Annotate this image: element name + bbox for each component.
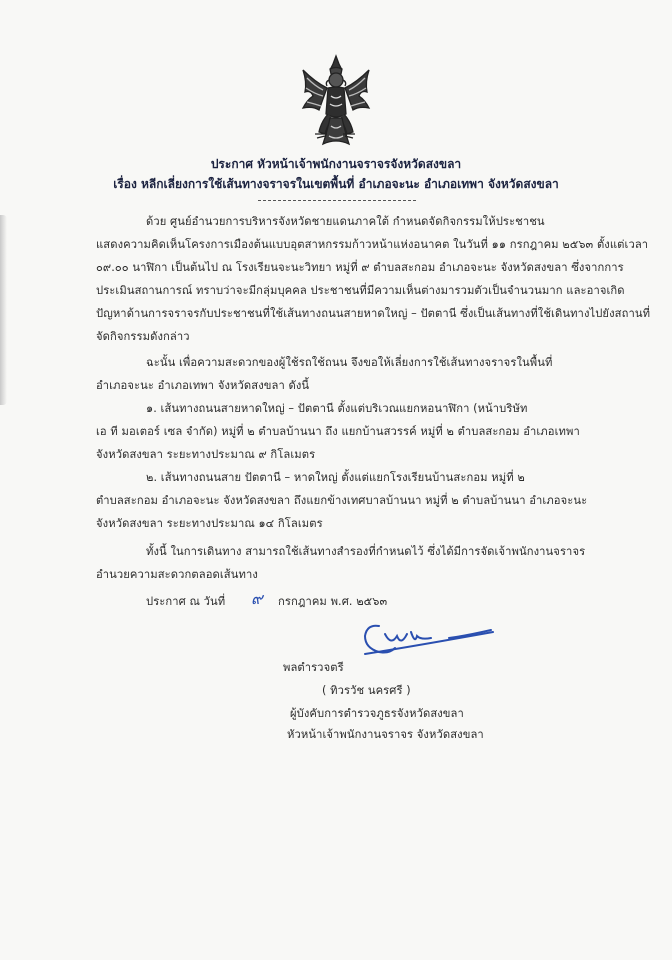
body-line: ประเมินสถานการณ์ ทราบว่าจะมีกลุ่มบุคคล ประชาชนที่มีความเห็นต่างมารวมตัวเป็นจำนวนมาก และอาจเกิด — [96, 284, 625, 297]
body-line: อำนวยความสะดวกตลอดเส้นทาง — [96, 568, 258, 581]
signer-position: หัวหน้าเจ้าพนักงานจราจร จังหวัดสงขลา — [287, 728, 484, 741]
body-line: ๐๙.๐๐ นาฬิกา เป็นต้นไป ณ โรงเรียนจะนะวิทยา หมู่ที่ ๙ ตำบลสะกอม อำเภอจะนะ จังหวัดสงขลา ซึ่งจากการ — [96, 261, 624, 274]
body-line: ทั้งนี้ ในการเดินทาง สามารถใช้เส้นทางสำรองที่กำหนดไว้ ซึ่งได้มีการจัดเจ้าพนักงานจราจร — [146, 545, 586, 558]
body-line: ปัญหาด้านการจราจรกับประชาชนที่ใช้เส้นทางถนนสายหาดใหญ่ – ปัตตานี ซึ่งเป็นเส้นทางที่ใช้เดินทางไปยังสถานที่ — [96, 307, 651, 320]
route-item: เอ ที มอเตอร์ เซล จำกัด) หมู่ที่ ๒ ตำบลบ้านนา ถึง แยกบ้านสวรรค์ หมู่ที่ ๒ ตำบลสะกอม อำเภอเทพา — [96, 425, 580, 438]
garuda-emblem-icon — [297, 52, 375, 152]
announcement-subject: เรื่อง หลีกเลี่ยงการใช้เส้นทางจราจรในเขตพื้นที่ อำเภอจะนะ อำเภอเทพา จังหวัดสงขลา — [113, 177, 559, 191]
route-item: จังหวัดสงขลา ระยะทางประมาณ ๙ กิโลเมตร — [96, 448, 316, 461]
announce-date-prefix: ประกาศ ณ วันที่ — [146, 595, 226, 608]
announce-date-month-year: กรกฎาคม พ.ศ. ๒๕๖๓ — [278, 595, 388, 608]
announce-date-day: ๙ — [251, 589, 263, 608]
body-line: ฉะนั้น เพื่อความสะดวกของผู้ใช้รถใช้ถนน จึงขอให้เลี่ยงการใช้เส้นทางจราจรในพื้นที่ — [146, 356, 553, 369]
signer-rank: พลตำรวจตรี — [283, 661, 344, 674]
route-item: ตำบลสะกอม อำเภอจะนะ จังหวัดสงขลา ถึงแยกข้างเทศบาลบ้านนา หมู่ที่ ๒ ตำบลบ้านนา อำเภอจะนะ — [96, 494, 588, 507]
signer-position: ผู้บังคับการตำรวจภูธรจังหวัดสงขลา — [290, 707, 464, 720]
route-item: ๒. เส้นทางถนนสาย ปัตตานี – หาดใหญ่ ตั้งแต่แยกโรงเรียนบ้านสะกอม หมู่ที่ ๒ — [146, 471, 525, 484]
title-divider — [258, 200, 416, 201]
signer-name: ( ทิวรวัช นครศรี ) — [322, 684, 411, 697]
body-line: ด้วย ศูนย์อำนวยการบริหารจังหวัดชายแดนภาคใต้ กำหนดจัดกิจกรรมให้ประชาชน — [146, 215, 545, 228]
handwritten-signature — [345, 612, 495, 664]
body-line: จัดกิจกรรมดังกล่าว — [96, 330, 190, 343]
page-edge-shadow — [0, 215, 7, 405]
body-line: แสดงความคิดเห็นโครงการเมืองต้นแบบอุตสาหกรรมก้าวหน้าแห่งอนาคต ในวันที่ ๑๑ กรกฎาคม ๒๕๖๓ ตั้งแต่เวลา — [96, 238, 649, 251]
route-item: ๑. เส้นทางถนนสายหาดใหญ่ – ปัตตานี ตั้งแต่บริเวณแยกหอนาฬิกา (หน้าบริษัท — [146, 402, 528, 415]
route-item: จังหวัดสงขลา ระยะทางประมาณ ๑๔ กิโลเมตร — [96, 517, 323, 530]
announcement-title: ประกาศ หัวหน้าเจ้าพนักงานจราจรจังหวัดสงขลา — [210, 157, 462, 171]
body-line: อำเภอจะนะ อำเภอเทพา จังหวัดสงขลา ดังนี้ — [96, 379, 310, 392]
